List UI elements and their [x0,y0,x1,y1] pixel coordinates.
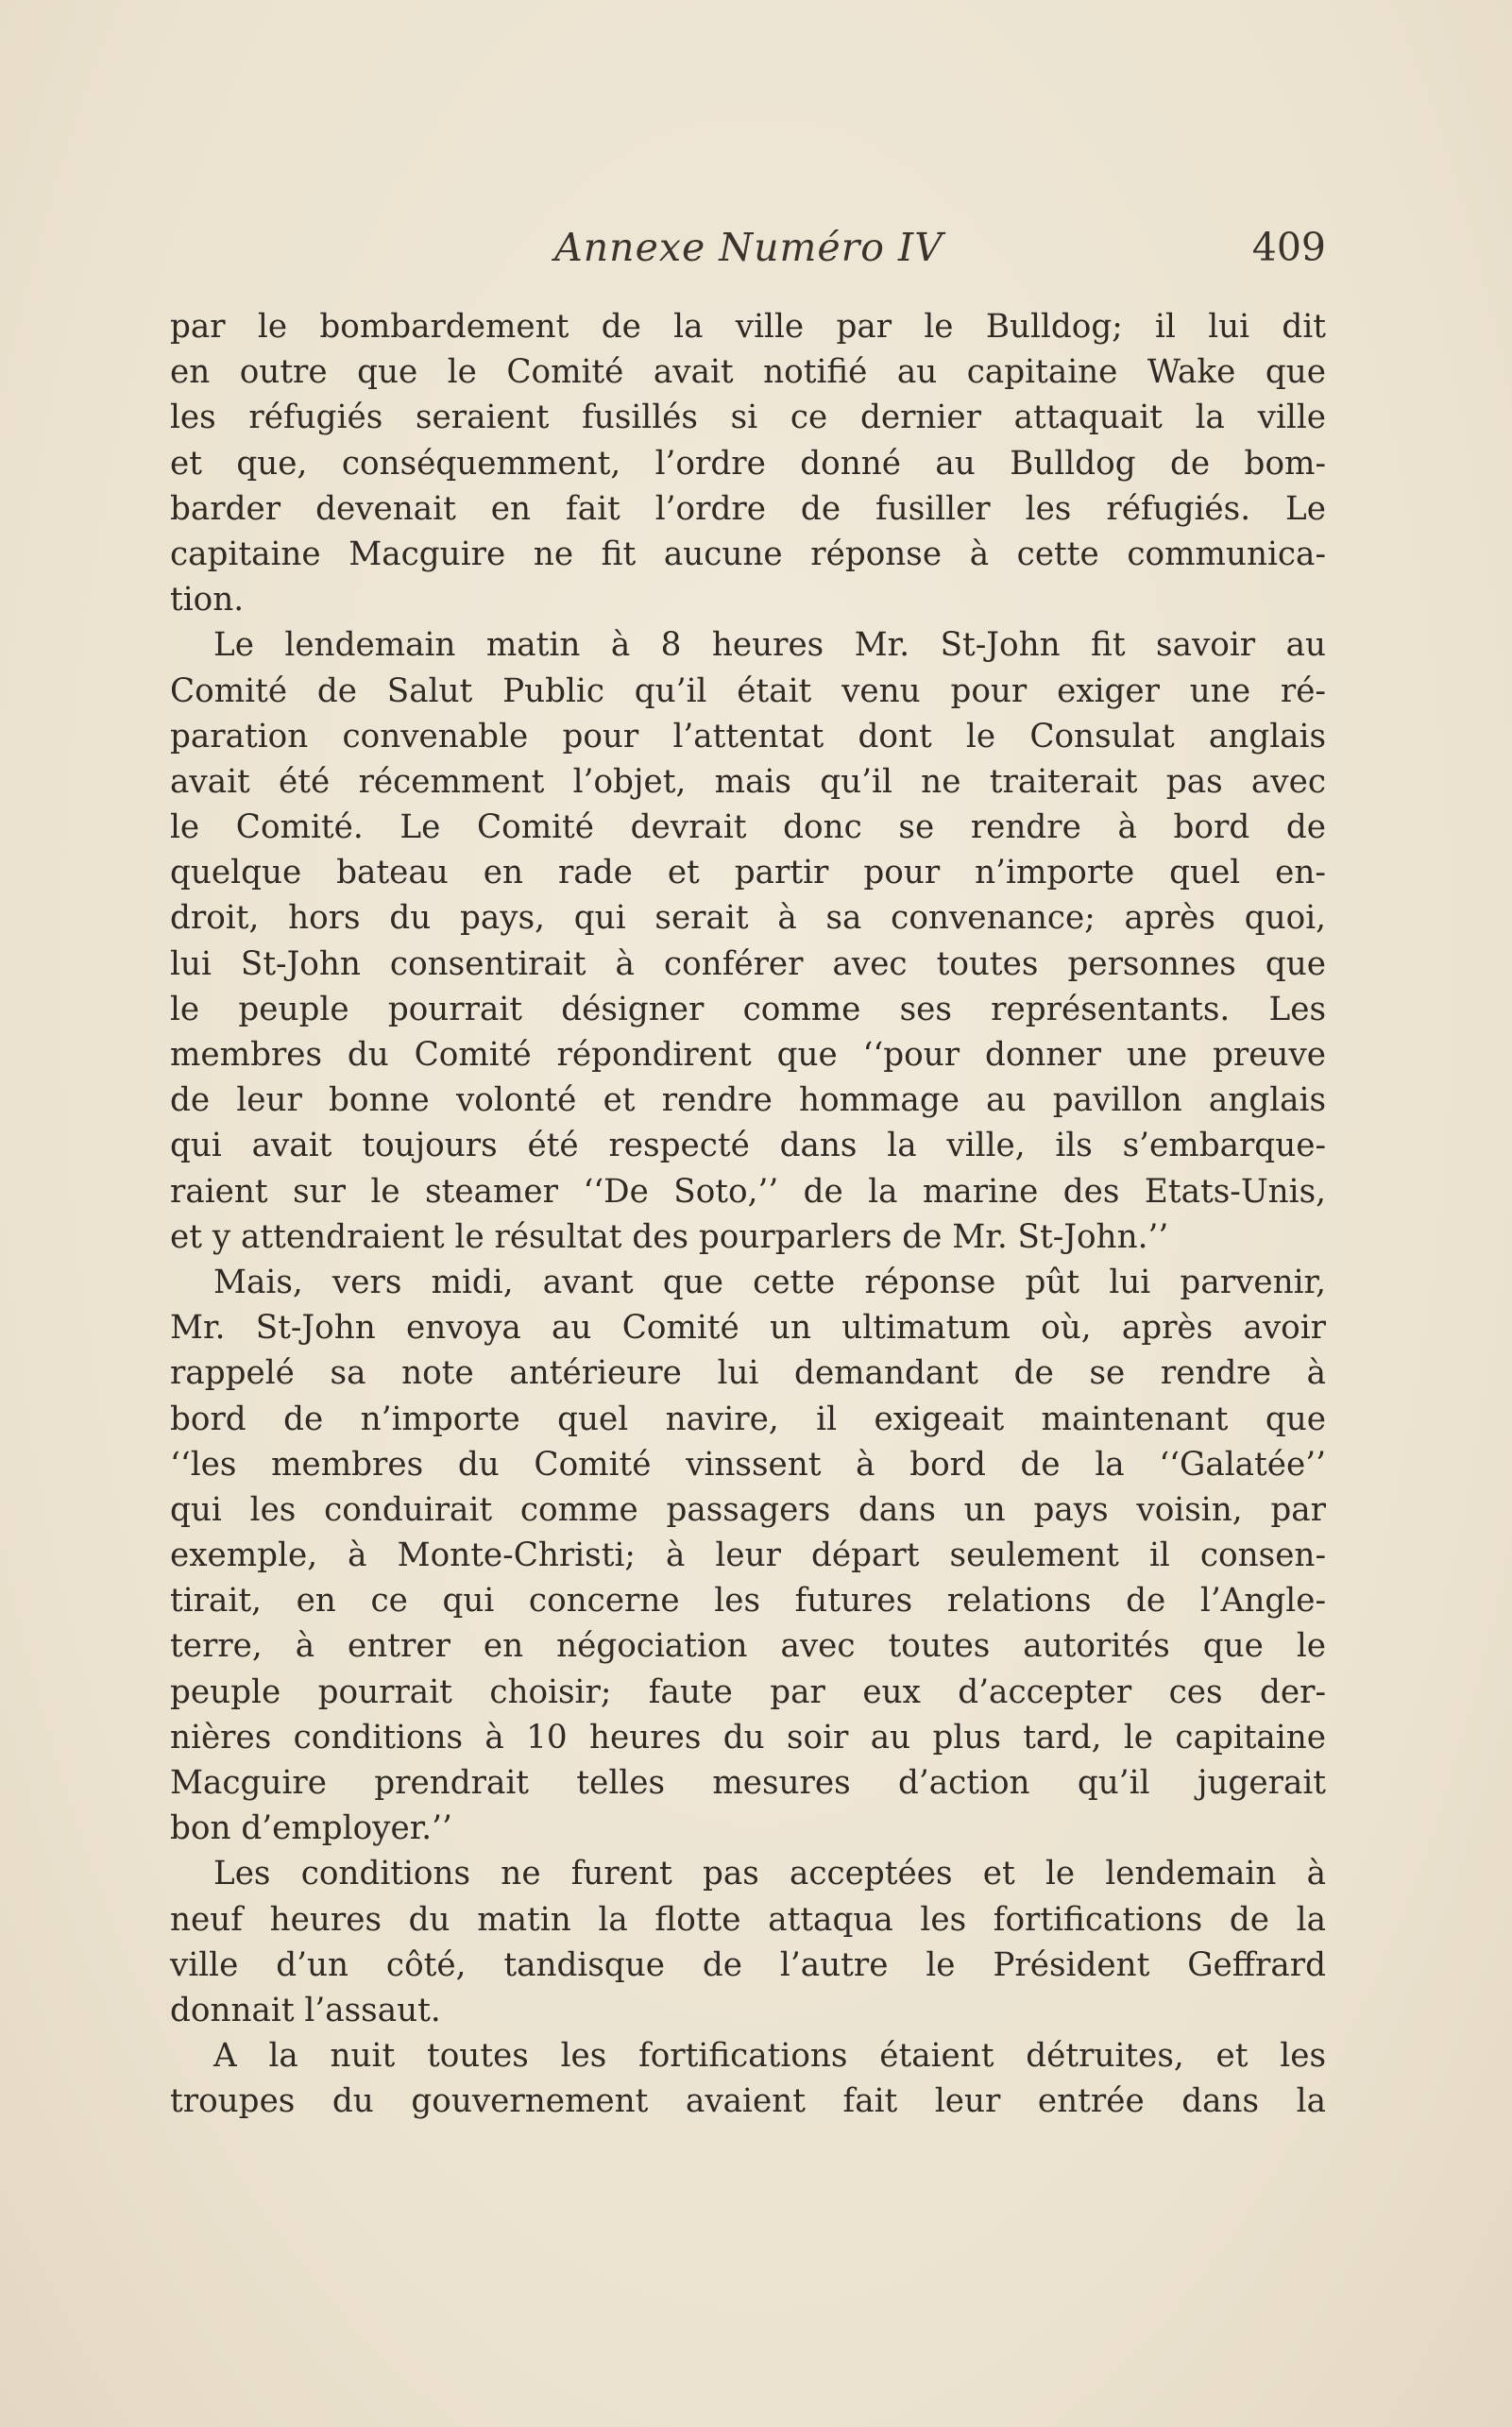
text-line: A la nuit toutes les fortifications étaient détruites, et les [213,2037,1326,2076]
text-line: Macguire prendrait telles mesures d’action qu’il jugerait [170,1764,1326,1802]
text-line: exemple, à Monte-Christi; à leur départ seulement il consen- [170,1536,1326,1575]
text-line: barder devenait en fait l’ordre de fusiller les réfugiés. Le [170,489,1326,528]
running-title: Annexe Numéro IV [554,225,943,270]
text-line: bord de n’importe quel navire, il exigeait maintenant que [170,1400,1326,1438]
text-line: Le lendemain matin à 8 heures Mr. St-John fit savoir au [213,626,1326,665]
text-line: peuple pourrait choisir; faute par eux d’accepter ces der- [170,1672,1326,1711]
text-line: donnait l’assaut. [170,1991,441,2029]
text-line: droit, hors du pays, qui serait à sa convenance; après quoi, [170,899,1326,938]
text-line: quelque bateau en rade et partir pour n’importe quel en- [170,854,1326,892]
text-line: qui avait toujours été respecté dans la ville, ils s’embarque- [170,1127,1326,1165]
text-line: par le bombardement de la ville par le Bulldog; il lui dit [170,308,1326,346]
text-line: le Comité. Le Comité devrait donc se rendre à bord de [170,808,1326,847]
text-line: lui St-John consentirait à conférer avec toutes personnes que [170,944,1326,983]
text-line: et y attendraient le résultat des pourparlers de Mr. St-John.’’ [170,1217,1169,1256]
text-line: et que, conséquemment, l’ordre donné au Bulldog de bom- [170,444,1326,483]
text-line: en outre que le Comité avait notifié au capitaine Wake que [170,353,1326,392]
text-line: Mais, vers midi, avant que cette réponse pût lui parvenir, [213,1263,1326,1301]
body-text [170,304,1326,2125]
text-line: tirait, en ce qui concerne les futures relations de l’Angle- [170,1582,1326,1621]
text-line: paration convenable pour l’attentat dont le Consulat anglais [170,717,1326,755]
text-line: terre, à entrer en négociation avec toutes autorités que le [170,1627,1326,1666]
text-line: neuf heures du matin la flotte attaqua les fortifications de la [170,1900,1326,1939]
running-head [172,225,1326,281]
text-line: de leur bonne volonté et rendre hommage au pavillon anglais [170,1081,1326,1120]
text-line: raient sur le steamer ‘‘De Soto,’’ de la marine des Etats-Unis, [170,1172,1326,1211]
text-line: nières conditions à 10 heures du soir au plus tard, le capitaine [170,1718,1326,1757]
text-line: ‘‘les membres du Comité vinssent à bord de la ‘‘Galatée’’ [170,1445,1326,1484]
text-line: capitaine Macguire ne fit aucune réponse à cette communica- [170,535,1326,573]
text-line: avait été récemment l’objet, mais qu’il ne traiterait pas avec [170,762,1326,801]
text-line: le peuple pourrait désigner comme ses représentants. Les [170,990,1326,1028]
text-line: Mr. St-John envoya au Comité un ultimatum où, après avoir [170,1309,1326,1348]
text-line: rappelé sa note antérieure lui demandant de se rendre à [170,1354,1326,1393]
text-line: tion. [170,581,245,619]
text-line: Comité de Salut Public qu’il était venu pour exiger une ré- [170,671,1326,710]
text-line: qui les conduirait comme passagers dans un pays voisin, par [170,1490,1326,1529]
text-line: bon d’employer.’’ [170,1809,452,1848]
text-line: ville d’un côté, tandisque de l’autre le Président Geffrard [170,1945,1326,1984]
text-line: Les conditions ne furent pas acceptées et le lendemain à [213,1855,1326,1893]
text-line: membres du Comité répondirent que ‘‘pour donner une preuve [170,1036,1326,1074]
page-number: 409 [1251,225,1326,270]
text-line: les réfugiés seraient fusillés si ce dernier attaquait la ville [170,399,1326,437]
text-line: troupes du gouvernement avaient fait leur entrée dans la [170,2082,1326,2121]
